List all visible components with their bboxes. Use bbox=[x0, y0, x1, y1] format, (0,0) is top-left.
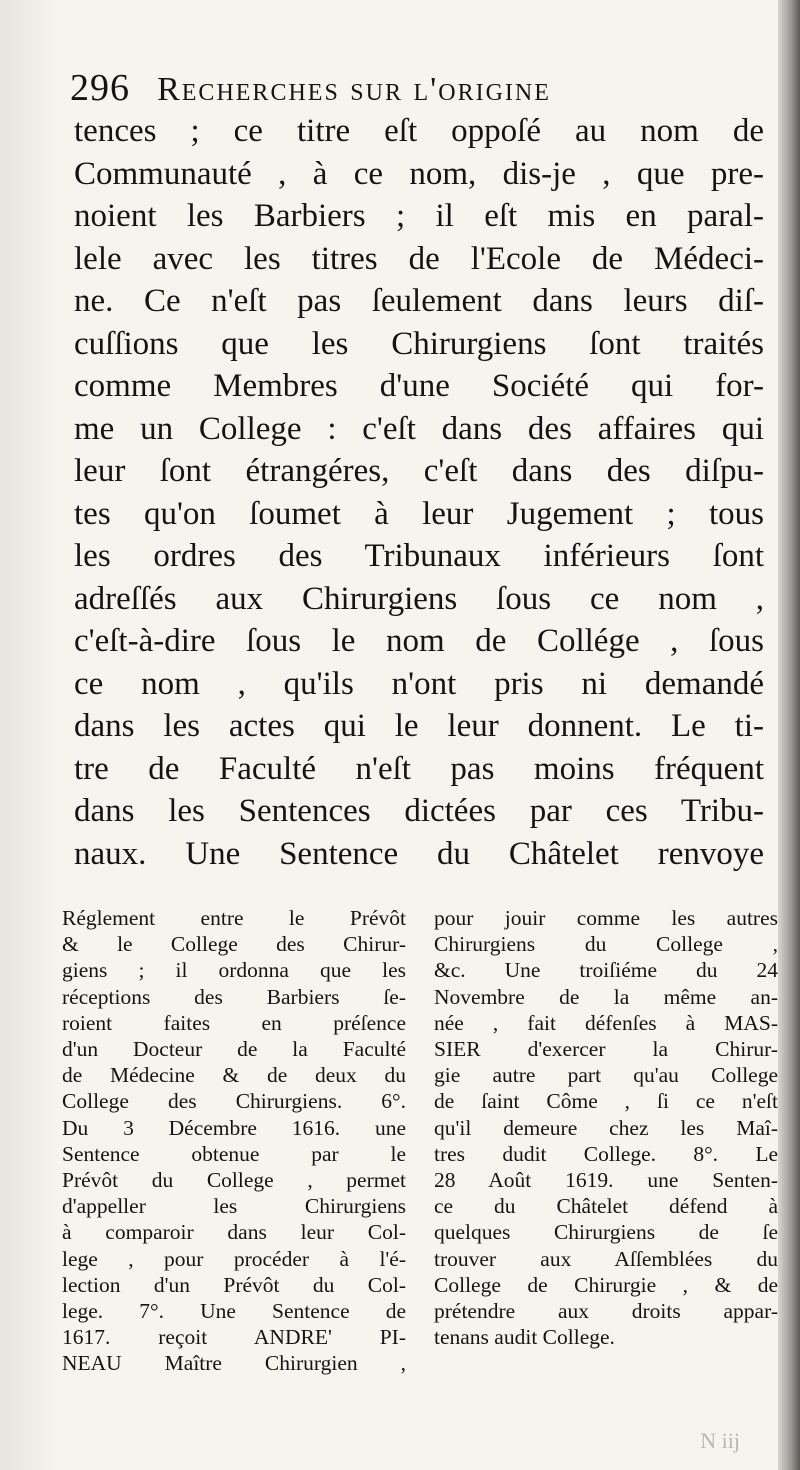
footnote-column-left bbox=[62, 905, 406, 1377]
footnote-column-right bbox=[434, 905, 778, 1350]
footnote-line: trouver aux Aſſemblées du bbox=[434, 1246, 778, 1271]
body-text-line: cuſſions que les Chirurgiens ſont traités bbox=[74, 325, 764, 362]
footnote-line: lege , pour procéder à l'é- bbox=[62, 1246, 406, 1271]
footnote-line: pour jouir comme les autres bbox=[434, 906, 778, 930]
signature-mark: N iij bbox=[700, 1428, 740, 1453]
footnote-line: Réglement entre le Prévôt bbox=[62, 906, 406, 930]
body-text-line: dans les Sentences dictées par ces Tribu- bbox=[74, 793, 764, 829]
footnote-line: gie autre part qu'au College bbox=[434, 1063, 778, 1088]
footnote-line: ce du Châtelet défend à bbox=[434, 1194, 778, 1219]
body-text-line: c'eſt-à-dire ſous le nom de Collége , ſous bbox=[74, 623, 764, 659]
footnote-line: Prévôt du College , permet bbox=[62, 1168, 406, 1193]
footnote-line: tenans audit College. bbox=[434, 1325, 615, 1350]
footnote-line: lection d'un Prévôt du Col- bbox=[62, 1272, 406, 1297]
body-text-line: noient les Barbiers ; il eſt mis en paral- bbox=[74, 198, 764, 234]
footnote-line: NEAU Maître Chirurgien , bbox=[62, 1351, 406, 1376]
footnote-line: réceptions des Barbiers ſe- bbox=[62, 984, 406, 1009]
main-text-block bbox=[74, 110, 764, 875]
running-title: Recherches sur l'origine bbox=[157, 71, 551, 108]
footnote-line: prétendre aux droits appar- bbox=[434, 1299, 778, 1324]
footnotes bbox=[62, 905, 778, 1425]
body-text-line: naux. Une Sentence du Châtelet renvoye bbox=[74, 835, 764, 872]
body-text-line: adreſſés aux Chirurgiens ſous ce nom , bbox=[74, 580, 764, 617]
body-text-line: Communauté , à ce nom, dis-je , que pre- bbox=[74, 155, 764, 192]
footnote-line: 1617. reçoit ANDRE' PI- bbox=[62, 1325, 406, 1350]
footnote-line: tres dudit College. 8°. Le bbox=[434, 1141, 778, 1166]
footnote-line: à comparoir dans leur Col- bbox=[62, 1220, 406, 1245]
page-header bbox=[70, 66, 730, 116]
body-text-line: tes qu'on ſoumet à leur Jugement ; tous bbox=[74, 495, 764, 532]
footnote-line: qu'il demeure chez les Maî- bbox=[434, 1115, 778, 1140]
footnote-line: SIER d'exercer la Chirur- bbox=[434, 1037, 778, 1062]
footnote-line: Du 3 Décembre 1616. une bbox=[62, 1115, 406, 1140]
footnote-line: de Médecine & de deux du bbox=[62, 1063, 406, 1088]
footnote-line: d'appeller les Chirurgiens bbox=[62, 1194, 406, 1219]
body-text-line: comme Membres d'une Société qui for- bbox=[74, 368, 764, 404]
body-text-line: tre de Faculté n'eſt pas moins fréquent bbox=[74, 750, 764, 787]
footnote-line: d'un Docteur de la Faculté bbox=[62, 1037, 406, 1062]
page-edge-shadow bbox=[0, 0, 60, 1470]
footnote-line: Novembre de la même an- bbox=[434, 984, 778, 1009]
body-text-line: lele avec les titres de l'Ecole de Médeci- bbox=[74, 240, 764, 277]
footnote-line: Sentence obtenue par le bbox=[62, 1141, 406, 1166]
footnote-line: née , fait défenſes à MAS- bbox=[434, 1010, 778, 1035]
body-text-line: tences ; ce titre eſt oppoſé au nom de bbox=[74, 113, 764, 149]
footnote-line: Chirurgiens du College , bbox=[434, 932, 778, 957]
body-text-line: ce nom , qu'ils n'ont pris ni demandé bbox=[74, 665, 764, 702]
page-number: 296 bbox=[70, 67, 130, 109]
footnote-line: quelques Chirurgiens de ſe bbox=[434, 1220, 778, 1245]
body-text-line: ne. Ce n'eſt pas ſeulement dans leurs diſ- bbox=[74, 283, 764, 319]
body-text-line: me un College : c'eſt dans des affaires qui bbox=[74, 410, 764, 447]
footnote-line: roient faites en préſence bbox=[62, 1010, 406, 1035]
footnote-line: &c. Une troiſiéme du 24 bbox=[434, 958, 778, 983]
footnote-line: de ſaint Côme , ſi ce n'eſt bbox=[434, 1089, 778, 1114]
footnote-line: giens ; il ordonna que les bbox=[62, 958, 406, 983]
footnote-line: 28 Août 1619. une Senten- bbox=[434, 1168, 778, 1193]
body-text-line: leur ſont étrangéres, c'eſt dans des diſpu- bbox=[74, 453, 764, 489]
body-text-line: dans les actes qui le leur donnent. Le ti- bbox=[74, 708, 764, 744]
footnote-line: College des Chirurgiens. 6°. bbox=[62, 1089, 406, 1114]
footnote-line: & le College des Chirur- bbox=[62, 932, 406, 957]
body-text-line: les ordres des Tribunaux inférieurs ſont bbox=[74, 538, 764, 574]
footnote-line: College de Chirurgie , & de bbox=[434, 1272, 778, 1297]
footnote-line: lege. 7°. Une Sentence de bbox=[62, 1299, 406, 1324]
binding-gutter bbox=[778, 0, 800, 1470]
